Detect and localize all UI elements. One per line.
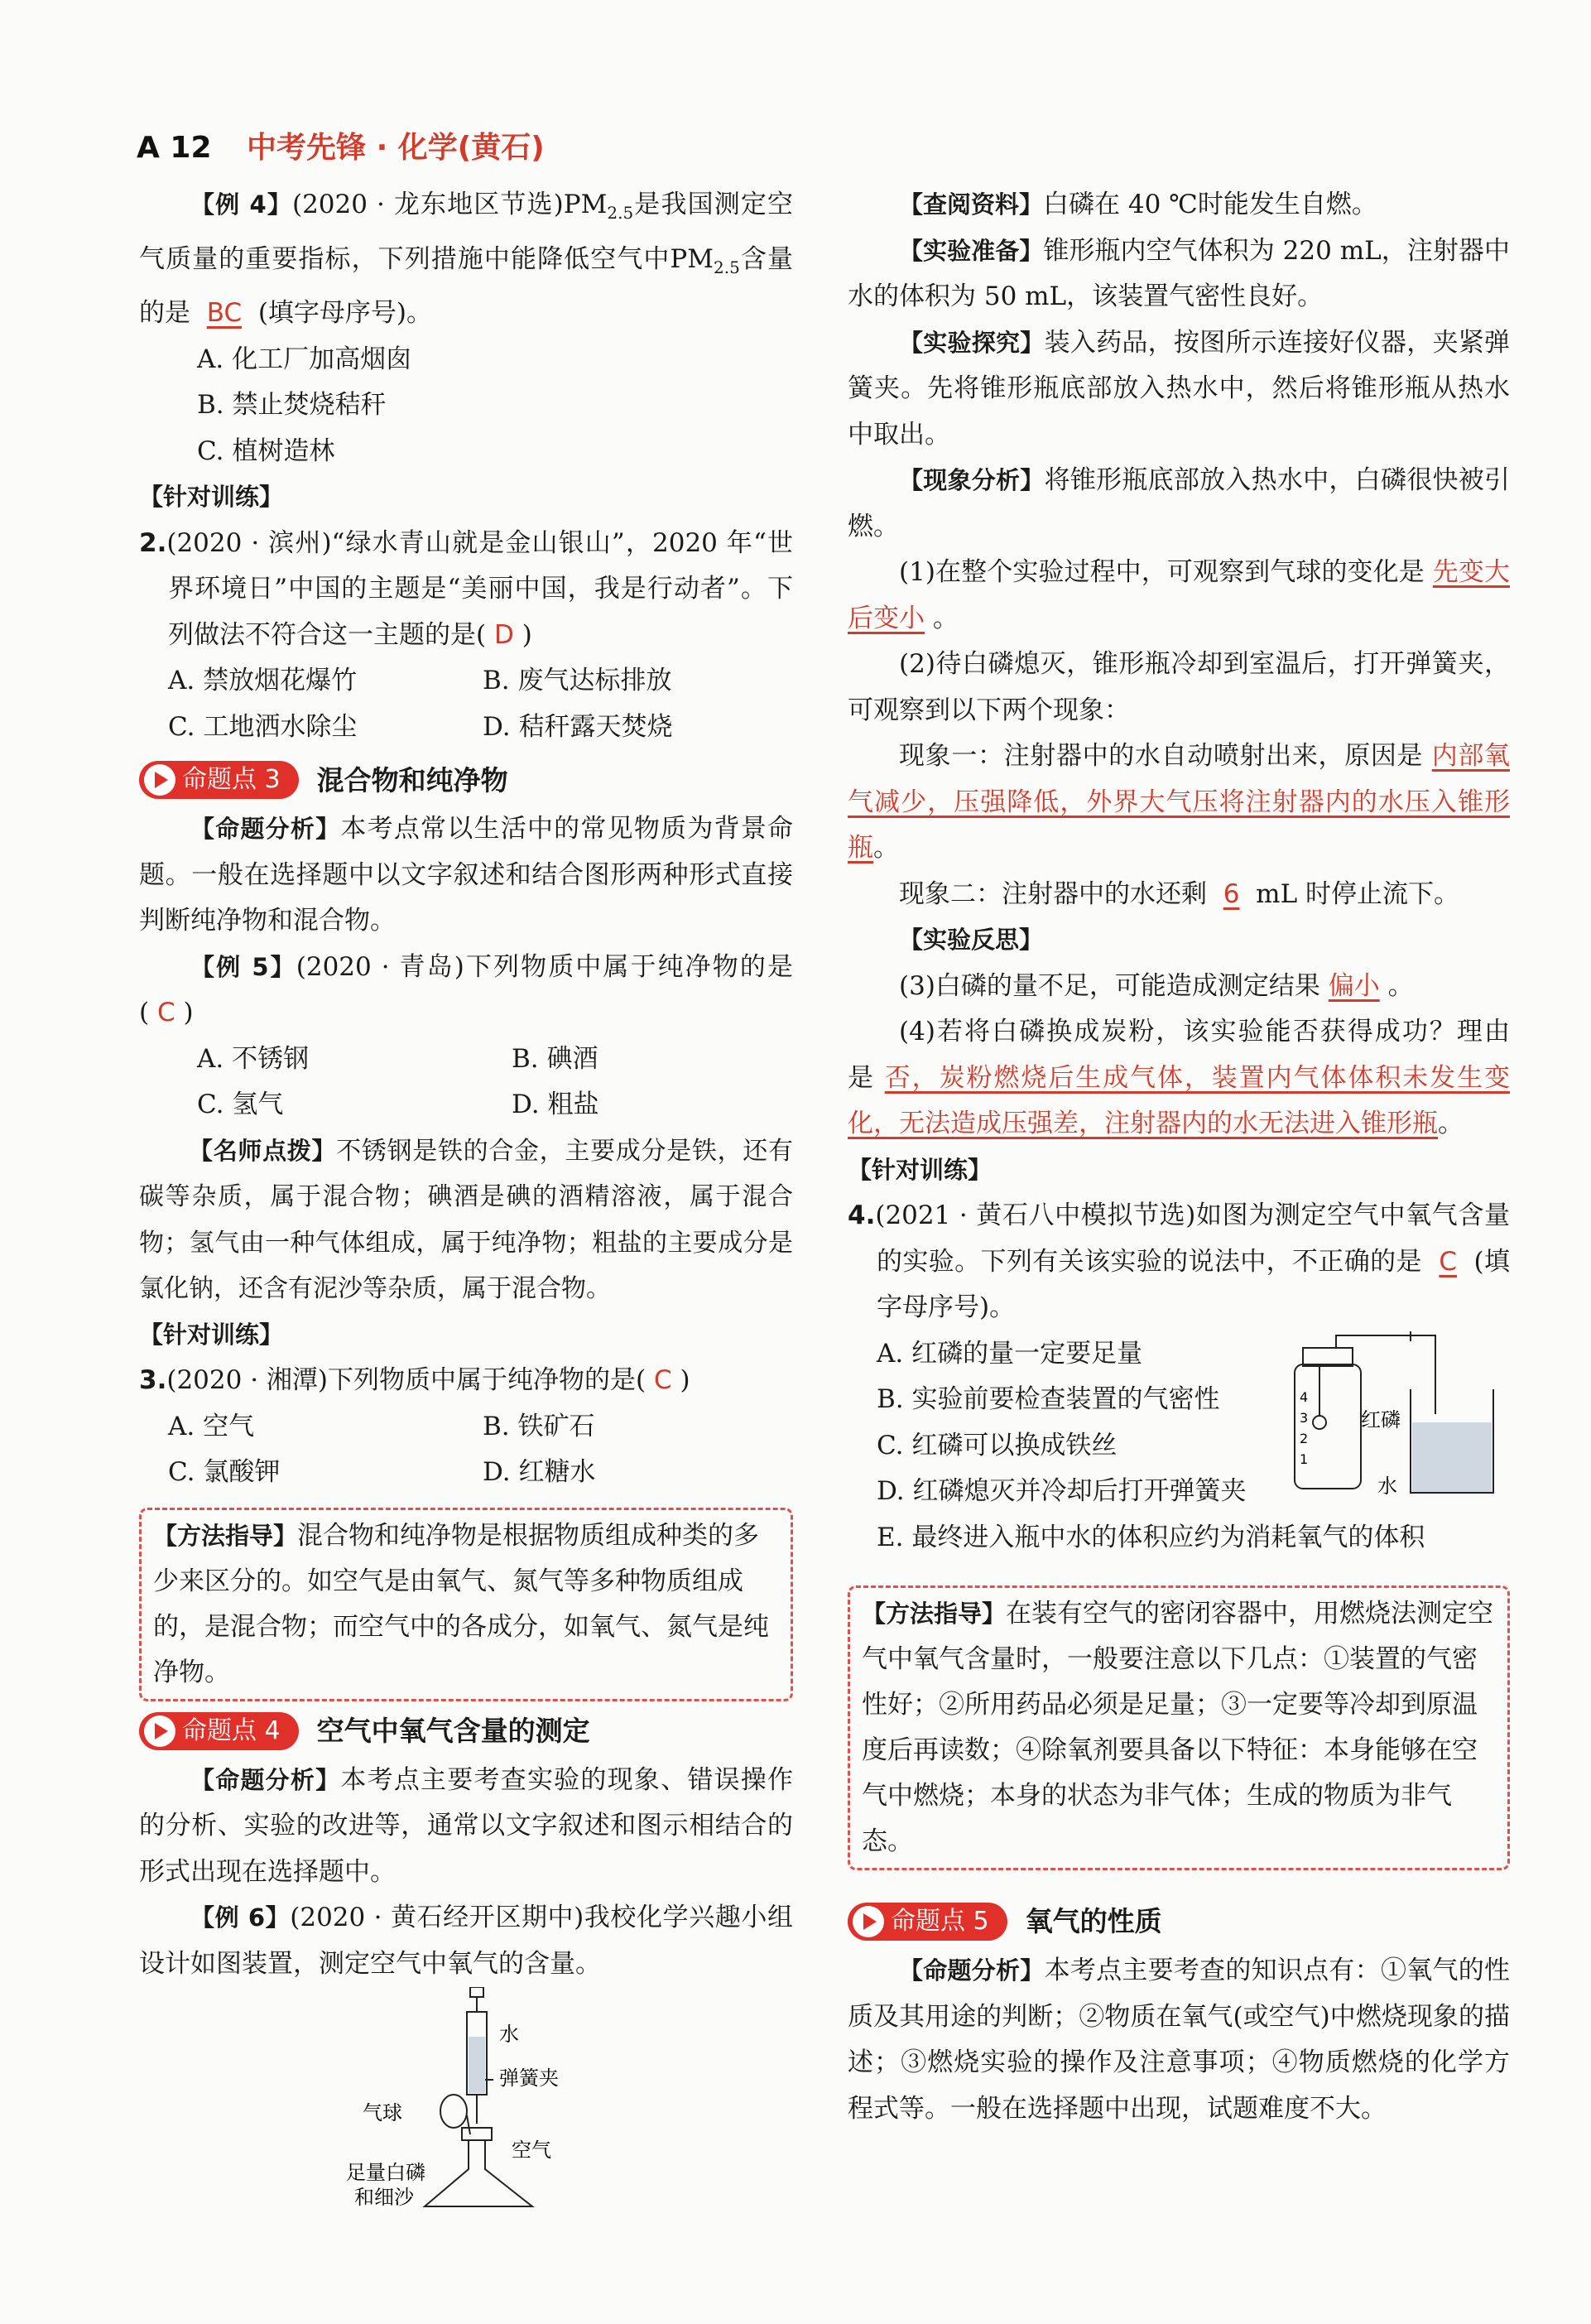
training-heading: 【针对训练】 bbox=[139, 483, 284, 512]
question-3: 3.(2020 · 湘潭)下列物质中属于纯净物的是( C ) bbox=[139, 1365, 690, 1396]
reflection-heading: 【实验反思】 bbox=[899, 926, 1044, 954]
sub-question-4: (4)若将白磷换成炭粉，该实验能否获得成功？理由是 否，炭粉燃烧后生成气体，装置内气体体积未发生变化，无法造成压强差，注射器内的水无法进入锥形瓶。 bbox=[848, 1017, 1511, 1138]
option: C. 氢气 bbox=[197, 1090, 284, 1120]
question-4: 4.(2021 · 黄石八中模拟节选)如图为测定空气中氧气含量的实验。下列有关该实验的说法中，不正确的是 C (填字母序号)。 bbox=[848, 1200, 1510, 1322]
option: B. 废气达标排放 bbox=[483, 666, 672, 696]
analysis-3: 【命题分析】本考点常以生活中的常见物质为背景命题。一般在选择题中以文字叙述和结合图形两种形式直接判断纯净物和混合物。 bbox=[139, 814, 793, 936]
option: B. 铁矿石 bbox=[483, 1411, 595, 1441]
options bbox=[139, 1404, 793, 1496]
explore: 【实验探究】装入药品，按图所示连接好仪器，夹紧弹簧夹。先将锥形瓶底部放入热水中，然后将锥形瓶从热水中取出。 bbox=[848, 327, 1510, 450]
example-5: 【例 5】(2020 · 青岛)下列物质中属于纯净物的是( C ) bbox=[139, 951, 793, 1028]
topic-5 bbox=[848, 1900, 1510, 1943]
arrow-icon bbox=[853, 1906, 884, 1937]
options bbox=[139, 1037, 793, 1128]
method-box: 【方法指导】在装有空气的密闭容器中，用燃烧法测定空气中氧气含量时，一般要注意以下几点：①装置的气密性好；②所用药品必须是足量；③一定要等冷却到原温度后再读数；④除氧剂要具备以下特征：本身能够在空气中燃烧；本身的状态为非气体；生成的物质为非气态。 bbox=[848, 1585, 1510, 1870]
right-column bbox=[848, 182, 1510, 2132]
label-red-phosphorus: 红磷 bbox=[1361, 1407, 1401, 1431]
option: D. 红糖水 bbox=[483, 1457, 596, 1488]
label-water: 水 bbox=[1377, 1474, 1397, 1497]
left-column bbox=[139, 182, 793, 2211]
question-4-options bbox=[848, 1331, 1510, 1561]
label-phosphorus: 足量白磷 bbox=[346, 2161, 425, 2185]
topic-badge: 命题点 4 bbox=[139, 1712, 299, 1750]
prep: 【实验准备】锥形瓶内空气体积为 220 mL，注射器中水的体积为 50 mL，该装置气密性良好。 bbox=[848, 235, 1510, 311]
svg-text:1: 1 bbox=[1300, 1451, 1309, 1467]
book-title: 中考先锋 · 化学(黄石) bbox=[247, 131, 545, 165]
topic-title: 空气中氧气含量的测定 bbox=[316, 1715, 590, 1748]
stopper-icon bbox=[1303, 1348, 1353, 1366]
option: A. 禁放烟花爆竹 bbox=[168, 666, 358, 696]
topic-title: 混合物和纯净物 bbox=[316, 763, 508, 796]
svg-text:4: 4 bbox=[1300, 1388, 1309, 1405]
answer: BC bbox=[206, 298, 243, 329]
option: A. 红磷的量一定要足量 bbox=[877, 1338, 1143, 1369]
option: C. 植树造林 bbox=[197, 435, 335, 466]
apparatus-figure-2 bbox=[1286, 1331, 1510, 1497]
phenomenon-2: 现象二：注射器中的水还剩 6 mL 时停止流下。 bbox=[899, 878, 1460, 909]
phenomenon-1: 现象一：注射器中的水自动喷射出来，原因是 内部氧气减少，压强降低，外界大气压将注射器内的水压入锥形瓶。 bbox=[848, 741, 1511, 863]
option: A. 不锈钢 bbox=[197, 1043, 310, 1074]
label-balloon: 气球 bbox=[363, 2101, 402, 2125]
topic-badge: 命题点 3 bbox=[139, 761, 299, 799]
topic-3 bbox=[139, 758, 793, 801]
option: B. 碘酒 bbox=[512, 1043, 598, 1074]
phenomenon: 【现象分析】将锥形瓶底部放入热水中，白磷很快被引燃。 bbox=[848, 465, 1510, 541]
teacher-tip: 【名师点拨】不锈钢是铁的合金，主要成分是铁，还有碳等杂质，属于混合物；碘酒是碘的酒精溶液，属于混合物；氢气由一种气体组成，属于纯净物；粗盐的主要成分是氯化钠，还含有泥沙等杂质，属于混合物。 bbox=[139, 1136, 793, 1304]
topic-title: 氧气的性质 bbox=[1025, 1905, 1162, 1938]
spoon-icon bbox=[1313, 1416, 1326, 1429]
option: C. 氯酸钾 bbox=[168, 1457, 281, 1488]
option: A. 化工厂加高烟囱 bbox=[197, 344, 412, 374]
topic-4 bbox=[139, 1710, 793, 1753]
option: C. 红磷可以换成铁丝 bbox=[877, 1430, 1118, 1460]
beaker-water bbox=[1412, 1422, 1492, 1492]
balloon-icon bbox=[440, 2095, 467, 2128]
water-in-syringe bbox=[469, 2037, 485, 2093]
label-water: 水 bbox=[499, 2023, 519, 2047]
page-header bbox=[137, 124, 545, 166]
option: D. 秸秆露天焚烧 bbox=[483, 711, 673, 742]
svg-text:3: 3 bbox=[1300, 1409, 1309, 1426]
analysis-5: 【命题分析】本考点主要考查的知识点有：①氧气的性质及其用途的判断；②物质在氧气(或空气)中燃烧现象的描述；③燃烧实验的操作及注意事项；④物质燃烧的化学方程式等。一般在选择题中出现，试题难度不大。 bbox=[848, 1956, 1510, 2124]
topic-badge: 命题点 5 bbox=[848, 1903, 1007, 1941]
option: C. 工地洒水除尘 bbox=[168, 711, 358, 742]
apparatus-figure-1 bbox=[346, 1987, 694, 2211]
option: E. 最终进入瓶中水的体积应约为消耗氧气的体积 bbox=[877, 1522, 1425, 1552]
option: B. 禁止焚烧秸秆 bbox=[197, 390, 387, 421]
example-4: 【例 4】(2020 · 龙东地区节选)$PM_{2.5}$是我国测定空气质量的重要指标，下列措施中能降低空气中$PM_{2.5}$含量的是 BC (填字母序号)。 bbox=[139, 190, 794, 329]
options bbox=[139, 337, 793, 475]
option: A. 空气 bbox=[168, 1411, 255, 1441]
options bbox=[139, 658, 793, 750]
example-6: 【例 6】(2020 · 黄石经开区期中)我校化学兴趣小组设计如图装置，测定空气中氧气的含量。 bbox=[139, 1903, 793, 1979]
analysis-4: 【命题分析】本考点主要考查实验的现象、错误操作的分析、实验的改进等，通常以文字叙述和图示相结合的形式出现在选择题中。 bbox=[139, 1764, 793, 1887]
page-number: A 12 bbox=[137, 131, 212, 165]
info: 【查阅资料】白磷在 40 ℃时能发生自燃。 bbox=[899, 190, 1377, 219]
label-clip: 弹簧夹 bbox=[499, 2067, 559, 2091]
question-2: 2.(2020 · 滨州)“绿水青山就是金山银山”，2020 年“世界环境日”中国的主题是“美丽中国，我是行动者”。下列做法不符合这一主题的是( D ) bbox=[139, 527, 793, 650]
training-heading: 【针对训练】 bbox=[139, 1320, 284, 1349]
arrow-icon bbox=[144, 764, 175, 796]
jar-icon bbox=[1295, 1364, 1361, 1489]
sub-question-2: (2)待白磷熄灭，锥形瓶冷却到室温后，打开弹簧夹，可观察到以下两个现象： bbox=[848, 649, 1510, 725]
svg-text:2: 2 bbox=[1300, 1430, 1309, 1446]
stopper-icon bbox=[462, 2128, 492, 2140]
training-heading: 【针对训练】 bbox=[848, 1155, 993, 1184]
option: B. 实验前要检查装置的气密性 bbox=[877, 1384, 1220, 1414]
label-sand: 和细沙 bbox=[354, 2186, 414, 2210]
sub-question-1: (1)在整个实验过程中，可观察到气球的变化是 先变大后变小 。 bbox=[848, 557, 1510, 633]
arrow-icon bbox=[144, 1715, 175, 1747]
label-air: 空气 bbox=[512, 2139, 551, 2163]
syringe-plunger-icon bbox=[470, 1987, 483, 1997]
sub-question-3: (3)白磷的量不足，可能造成测定结果 偏小 。 bbox=[899, 970, 1414, 1001]
option: D. 红磷熄灭并冷却后打开弹簧夹 bbox=[877, 1476, 1247, 1506]
option: D. 粗盐 bbox=[512, 1090, 599, 1120]
method-box: 【方法指导】混合物和纯净物是根据物质组成种类的多少来区分的。如空气是由氧气、氮气等多种物质组成的，是混合物；而空气中的各成分，如氧气、氮气是纯净物。 bbox=[139, 1508, 793, 1701]
